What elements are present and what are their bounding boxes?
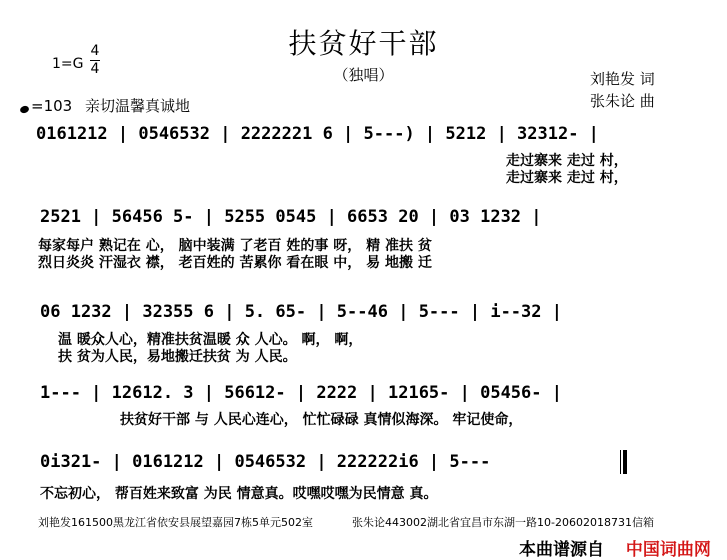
lyric-line-1a: 走过寨来 走过 村， [506,153,628,169]
source-credit [519,535,711,560]
quarter-note-icon [19,105,30,115]
time-signature-bottom: 4 [90,61,100,77]
tempo-marking [20,95,190,116]
key-signature: 1=G [52,56,84,72]
song-subtitle: （独唱） [333,66,394,84]
source-site: 中国词曲网 [625,540,711,560]
footer-lyricist-address: 刘艳发161500黑龙江省依安县展望嘉园7栋5单元502室 [38,516,313,529]
source-prefix: 本曲谱源自 [519,540,604,560]
lyric-line-3b: 扶 贫为人民，易地搬迁扶贫 为 人民。 [58,349,297,365]
notation-line-5: 0i321- | 0161212 | 0546532 | 222222i6 | 5--- [40,452,491,472]
lyric-line-2a: 每家每户 熟记在 心， 脑中装满 了老百 姓的事 呀， 精 准扶 贫 [38,238,432,254]
time-signature-top: 4 [90,43,100,59]
lyric-line-2b: 烈日炎炎 汗湿衣 襟， 老百姓的 苦累你 看在眼 中， 易 地搬 迁 [38,255,432,271]
notation-line-3: 06 1232 | 32355 6 | 5. 65- | 5--46 | 5--- | i--32 | [40,302,562,322]
time-signature [90,44,100,77]
lyric-line-5a: 不忘初心， 帮百姓来致富 为民 情意真。哎嘿哎嘿为民情意 真。 [40,486,438,502]
notation-line-1: 0161212 | 0546532 | 2222221 6 | 5---) | 5212 | 32312- | [36,124,599,144]
composer-credit: 张朱论 曲 [590,92,655,110]
lyric-line-3a: 温 暖众人心，精准扶贫温暖 众 人心。 啊， 啊， [58,332,363,348]
lyricist-credit: 刘艳发 词 [590,70,655,88]
lyric-line-4a: 扶贫好干部 与 人民心连心， 忙忙碌碌 真情似海深。 牢记使命， [120,412,523,428]
tempo-value: =103 [31,97,73,115]
notation-line-4: 1--- | 12612. 3 | 56612- | 2222 | 12165- | 05456- | [40,383,562,403]
expression-text: 亲切温馨真诚地 [84,97,190,115]
notation-line-2: 2521 | 56456 5- | 5255 0545 | 6653 20 | 03 1232 | [40,207,542,227]
final-barline [620,450,627,474]
lyric-line-1b: 走过寨来 走过 村， [506,170,628,186]
song-title: 扶贫好干部 [288,27,439,60]
footer-composer-address: 张朱论443002湖北省宜昌市东湖一路10-20602018731信箱 [352,516,654,529]
